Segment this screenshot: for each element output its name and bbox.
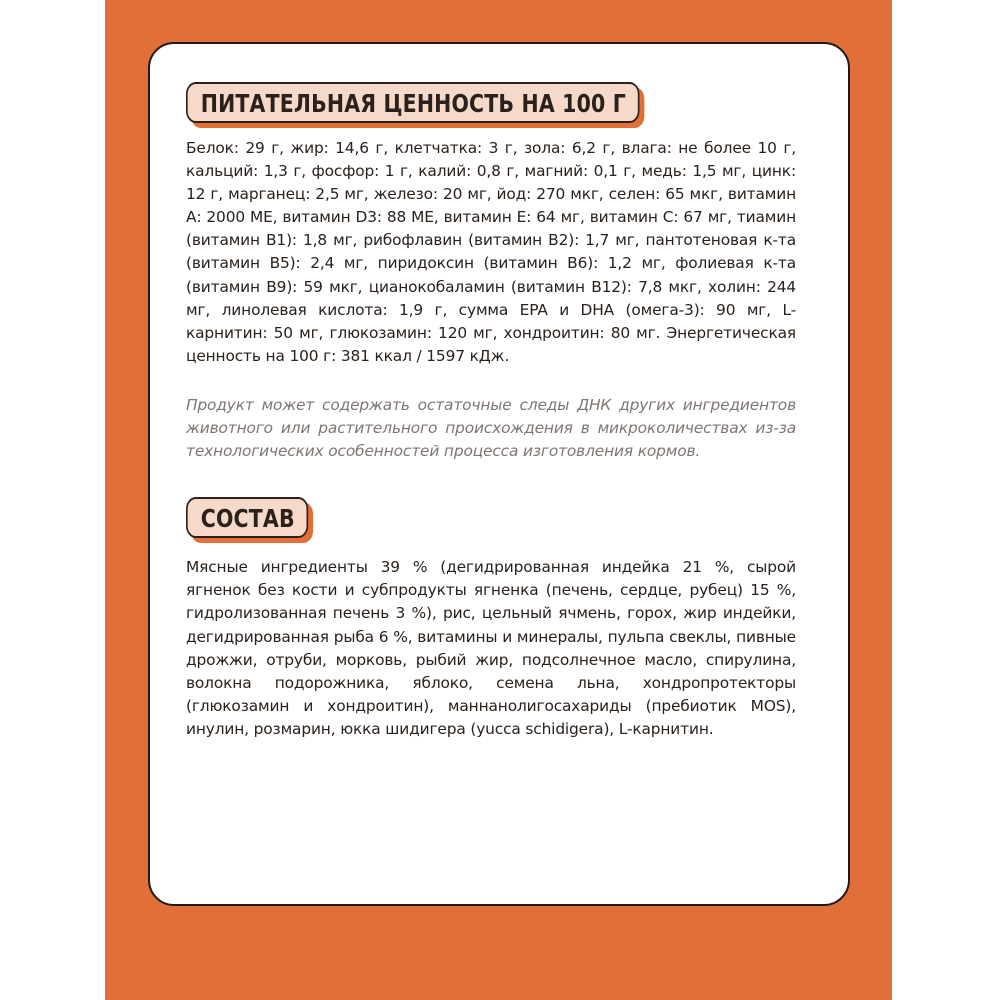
nutrition-values-text: Белок: 29 г, жир: 14,6 г, клетчатка: 3 г, зола: 6,2 г, влага: не более 10 г, кальций: 1,3 г, фосфор: 1 г, калий: 0,8 г, магний: 0,1 г, медь: 1,5 мг, цинк: 12 г, марганец: 2,5 мг, железо: 20 мг, йод: 270 мкг, селен: 65 мкг, витамин А: 2000 МЕ, витамин D3: 88 МЕ, витамин Е: 64 мг, витамин С: 67 мг, тиамин (витамин В1): 1,8 мг, рибофлавин (витамин В2): 1,7 мг, пантотеновая к-та (витамин В5): 2,4 мг, пиридоксин (витамин В6): 1,2 мг, фолиевая к-та (витамин В9): 59 мкг, цианокобаламин (витамин В12): 7,8 мкг, холин: 244 мг, линолевая кислота: 1,9 г, сумма EPA и DHA (омега-3): 90 мг, L-карнитин: 50 мг, глюкозамин: 120 мг, хондроитин: 80 мг. Энергетическая ценность на 100 г: 381 ккал / 1597 кДж. (186, 139, 796, 365)
composition-section (186, 497, 796, 741)
nutrition-heading: ПИТАТЕЛЬНАЯ ЦЕННОСТЬ НА 100 Г (186, 82, 639, 123)
nutrition-info-card (148, 42, 850, 906)
composition-heading: СОСТАВ (186, 497, 308, 538)
dna-disclaimer-note: Продукт может содержать остаточные следы ДНК других ингредиентов животного или растительного происхождения в микроколичествах из-за технологических особенностей процесса изготовления кормов. (186, 395, 796, 461)
composition-text: Мясные ингредиенты 39 % (дегидрированная индейка 21 %, сырой ягненок без кости и субпродукты ягненка (печень, сердце, рубец) 15 %, гидролизованная печень 3 %), рис, цельный ячмень, горох, жир индейки, дегидрированная рыба 6 %, витамины и минералы, пульпа свеклы, пивные дрожжи, отруби, морковь, рыбий жир, подсолнечное масло, спирулина, волокна подорожника, яблоко, семена льна, хондропротекторы (глюкозамин и хондроитин), маннанолигосахариды (пребиотик MOS), инулин, розмарин, юкка шидигера (yucca schidigera), L-карнитин. (186, 558, 796, 738)
nutrition-section (186, 82, 796, 463)
